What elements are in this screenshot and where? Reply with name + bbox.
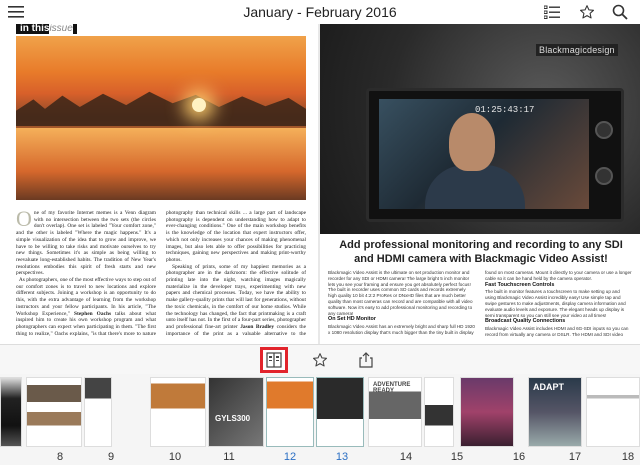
thumbnail-page-17[interactable] xyxy=(528,377,582,447)
page-number-12[interactable]: 12 xyxy=(283,451,297,463)
share-icon[interactable] xyxy=(354,349,378,371)
thumbnail-label: GYLS300 xyxy=(215,414,251,423)
thumbnail-page-13[interactable] xyxy=(316,377,364,447)
page-number-15[interactable]: 15 xyxy=(450,451,464,463)
monitor-device xyxy=(366,88,624,222)
page-number-14[interactable]: 14 xyxy=(399,451,413,463)
author-name: Jason Bradley xyxy=(240,323,275,330)
page-spread[interactable] xyxy=(0,24,640,344)
thumbnail-label: ADVENTURE READY xyxy=(373,382,411,394)
thumbnail-page-16[interactable] xyxy=(460,377,514,447)
video-assist-monitor-photo xyxy=(320,24,640,234)
thumbnail-page-15[interactable] xyxy=(424,377,454,447)
page-number-8[interactable]: 8 xyxy=(56,451,64,463)
right-page-advertisement xyxy=(320,24,640,344)
section-label: in thisissue xyxy=(16,24,77,34)
page-number-9[interactable]: 9 xyxy=(107,451,115,463)
page-number-13[interactable]: 13 xyxy=(335,451,349,463)
timecode: 01:25:43:17 xyxy=(475,105,535,115)
ad-body-text: Blackmagic Video Assist is the ultimate on set production monitor and recorder for any SDI or HDMI camera! The large bright 5 inch monitor lets you see your framing and ensure you get absolutely perfect focus! The built in recorder uses common SD cards and records extremely high quality 10 bit 4:2:2 ProRes or DNxHD files that are much better quality than most cameras can record and are compatible with all video software. Now it's easy to add professional monitoring and recording to any camera! On Set HD Monitor Blackmagic Video Assist has an extremely bright and sharp full HD 1920 x 1080 resolution display that's much bigger than the tiny built in display found on most cameras. Mount it directly to your camera or use a longer cable so it can be hand held by the camera operator. Fast Touchscreen Controls The built in monitor features a touchscreen to make setting up and using Blackmagic Video Assist incredibly easy! Use simple tap and swipe gestures to make adjustments, display camera information and evaluate audio levels and exposure. The elegant heads up display is semi transparent so you can still see your video at all times! Broadcast Quality Connections Blackmagic Video Assist includes HDMI and 6G-SDI inputs so you can record from virtually any camera or DSLR. The HDMI and SDI video xyxy=(328,270,632,337)
reader-toolbar xyxy=(0,344,640,374)
page-thumbnail-strip[interactable] xyxy=(0,374,640,465)
bookmark-star-icon[interactable] xyxy=(577,3,597,21)
two-page-spread-icon[interactable] xyxy=(262,349,286,371)
drop-cap: O xyxy=(16,210,32,231)
issue-title: January - February 2016 xyxy=(243,4,397,20)
page-number-16[interactable]: 16 xyxy=(512,451,526,463)
thumbnail-page-9[interactable] xyxy=(84,377,112,447)
thumbnail-label: ADAPT xyxy=(533,382,564,392)
brand-logo: Blackmagicdesign xyxy=(536,44,618,56)
thumbnail-page-14[interactable] xyxy=(368,377,422,447)
search-icon[interactable] xyxy=(610,3,630,21)
favorite-star-icon[interactable] xyxy=(308,349,332,371)
editorial-article: One of my favorite Internet memes is a Venn diagram with no intersection between the two sets (the circles don't overlap). One set is labeled "Your comfort zone," and the other is labeled "Where the magic happens." It's a simple visualization of the idea that to grow and improve, we have to be willing to take risks and motivate ourselves to try new things. Sometimes it's as simple as being willing to reevaluate long-established habits. The tradition of New Year's resolutions embodies this spirit of fresh starts and new perspectives. As photographers, one of the most effective ways to step out of our comfort zones is to travel to new locations and explore different subjects. Joining a workshop is an opportunity to do this, with the extra advantage of learning from the workshop instructors and your fellow participants. In his article, "The Workshop Experience," Stephen Oachs talks about what inspired him to create his own workshop program and what photographers can expect when participating in them. "The first thing to realize," Oachs explains, "is that there's more to nature photography than technical skills ... a large part of landscape photography is dependent on understanding how to adapt to ever-changing conditions." One of the main workshop benefits is the knowledge of the location that expert instructors offer, which not only increases your chances of making phenomenal images, but also lets able to offer possibilities for practicing techniques, gaining new perspectives and making print-worthy photos. Speaking of prints, some of my happiest memories as a photographer are in the darkroom: the effective solitude of printing late into the night, watching images magically materialize in the developer trays, experimenting with new papers and chemical processes. Today, we have the ability to make gallery-quality prints that will last for generations, without the toxic chemicals, in the comfort of our home studios. While the technology has changed, the fact that printmaking is a craft unto itself has not. In the first of a four-part series, photographer and professional fine-art printer Jason Bradley considers the importance of the print as a valuable alternative to the xyxy=(16,210,306,337)
page-number-10[interactable]: 10 xyxy=(168,451,182,463)
thumbnail-page-11[interactable] xyxy=(208,377,264,447)
table-of-contents-icon[interactable] xyxy=(542,3,562,21)
ad-headline: Add professional monitoring and recording to any SDI and HDMI camera with Blackmagic Video Assist! xyxy=(339,239,623,265)
thumbnail-page-12[interactable] xyxy=(266,377,314,447)
thumbnail-page-8[interactable] xyxy=(26,377,82,447)
left-page xyxy=(0,24,318,344)
sunset-lake-photo xyxy=(16,36,306,200)
author-name: Stephen Oachs xyxy=(74,310,112,317)
thumbnail-page-18[interactable] xyxy=(586,377,640,447)
page-number-17[interactable]: 17 xyxy=(568,451,582,463)
page-number-18[interactable]: 18 xyxy=(621,451,635,463)
top-bar xyxy=(0,0,640,24)
page-number-11[interactable]: 11 xyxy=(223,451,235,463)
thumbnail-page-10[interactable] xyxy=(150,377,206,447)
thumbnail-page-7[interactable] xyxy=(0,377,22,447)
